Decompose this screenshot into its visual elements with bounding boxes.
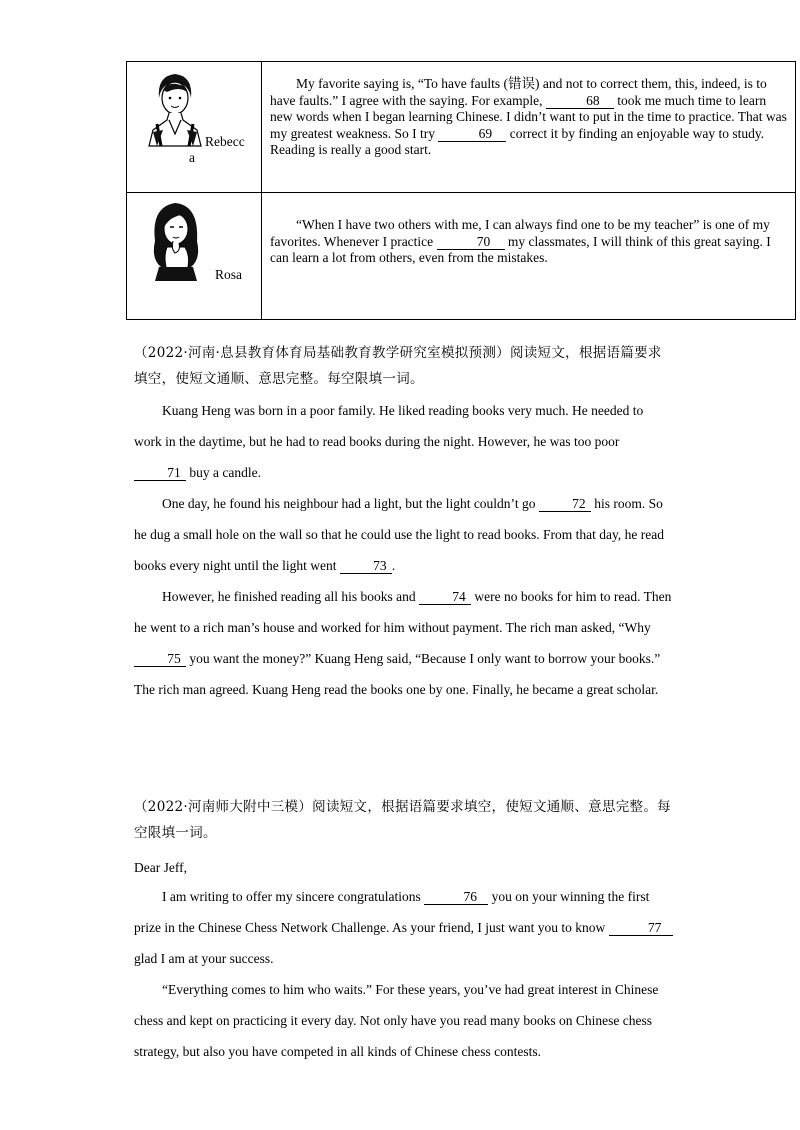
passage-text: I am writing to offer my sincere congratulations <box>162 889 421 904</box>
passage-text: his room. So he dug a small hole on the wall so that he could use the light to read books. From that day, he read books every night until the light went <box>134 496 665 573</box>
person-quote <box>262 62 796 193</box>
table-row <box>127 193 796 320</box>
blank-69: 69 <box>438 127 506 142</box>
person-quote <box>262 193 796 320</box>
passage-text: were no books for him to read. Then he went to a rich man’s house and worked for him without payment. The rich man asked, “Why <box>134 589 672 635</box>
quote-text: “When I have two others with me, I can always find one to be my teacher” is one of my favorites. Whenever I practice <box>270 217 770 249</box>
passage-text: However, he finished reading all his books and <box>162 589 416 604</box>
passage-source: （2022·河南师大附中三模）阅读短文，根据语篇要求填空，使短文通顺、意思完整。每空限填一词。 <box>134 799 671 841</box>
passage-text: Kuang Heng was born in a poor family. He liked reading books very much. He needed to work in the daytime, but he had to read books during the night. However, he was too poor <box>134 403 644 449</box>
person-name: Rosa <box>215 267 242 282</box>
blank-72: 72 <box>539 497 591 512</box>
passage-text: buy a candle. <box>189 465 261 480</box>
passage-text: . <box>391 558 396 573</box>
girl-portrait-icon <box>139 68 209 148</box>
passage-body <box>134 395 674 705</box>
blank-68: 68 <box>546 94 614 109</box>
passage-text: One day, he found his neighbour had a light, but the light couldn’t go <box>162 496 536 511</box>
passage-text: you want the money?” Kuang Heng said, “Because I only want to borrow your books.” The rich man agreed. Kuang Heng read the books one by one. Finally, he became a great scholar. <box>134 651 661 697</box>
blank-75: 75 <box>134 652 186 667</box>
person-name-part1: Rebecc <box>205 134 245 149</box>
blank-74: 74 <box>419 590 471 605</box>
blank-77: 77 <box>609 921 673 936</box>
quote-text: correct it by finding an enjoyable way to study. Reading is really a good start. <box>270 125 765 157</box>
passage-text: “Everything comes to him who waits.” For these years, you’ve had great interest in Chinese chess and kept on practicing it every day. Not only have you read many books on Chinese chess strategy, but also you have competed in all kinds of Chinese chess contests. <box>134 982 659 1059</box>
letter-greeting: Dear Jeff, <box>134 860 187 875</box>
passage-source: （2022·河南·息县教育体育局基础教育教学研究室模拟预测）阅读短文，根据语篇要求填空，使短文通顺、意思完整。每空限填一词。 <box>134 345 662 387</box>
person-cell <box>127 193 262 320</box>
passage-text: glad I am at your success. <box>134 951 274 966</box>
quote-text: my classmates, I will think of this great saying. I can learn a lot from others, even from the mistakes. <box>270 233 771 265</box>
girl-long-hair-icon <box>145 197 207 281</box>
passage-text: you on your winning the first prize in the Chinese Chess Network Challenge. As your friend, I just want you to know <box>134 889 650 935</box>
quote-text: took me much time to learn new words when I began learning Chinese. I didn’t want to put in the time to practice. That was my greatest weakness. So I try <box>270 92 787 141</box>
blank-71: 71 <box>134 466 186 481</box>
table-row <box>127 62 796 193</box>
quote-text: My favorite saying is, “To have faults (错误) and not to correct them, this, indeed, is to have faults.” I agree with the saying. For example, <box>270 76 767 108</box>
person-name-part2: a <box>189 150 195 165</box>
people-table <box>126 61 796 320</box>
blank-73: 73 <box>340 559 392 574</box>
blank-70: 70 <box>437 235 505 250</box>
person-cell <box>127 62 262 193</box>
blank-76: 76 <box>424 890 488 905</box>
passage-body <box>134 881 674 1067</box>
